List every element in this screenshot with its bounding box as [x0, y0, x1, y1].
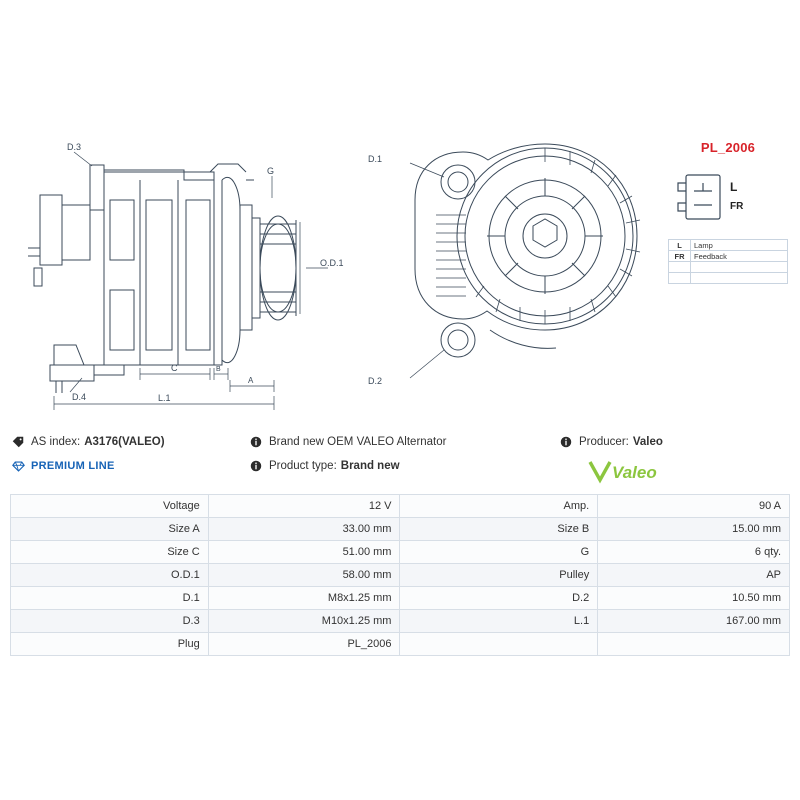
plug-legend-row [669, 273, 788, 284]
spec-label: G [400, 541, 598, 564]
producer-label: Producer: [579, 436, 629, 448]
label-a: A [248, 376, 254, 385]
info-icon [558, 436, 574, 448]
table-row [11, 610, 790, 633]
info-icon [248, 436, 264, 448]
label-l1: L.1 [158, 393, 171, 403]
spec-label: D.1 [11, 587, 209, 610]
spec-value: 12 V [208, 495, 400, 518]
spec-label: L.1 [400, 610, 598, 633]
plug-code: PL_2006 [700, 140, 756, 155]
alternator-side-view-drawing [10, 0, 350, 430]
spec-value: AP [598, 564, 790, 587]
plug-legend-row [669, 240, 788, 251]
product-type-row [248, 454, 446, 478]
info-col-right [558, 430, 663, 454]
plug-legend-key [669, 262, 691, 273]
spec-label: Size B [400, 518, 598, 541]
table-row [11, 633, 790, 656]
plug-pin-l: L [730, 180, 738, 194]
label-b: B [216, 366, 221, 373]
info-icon [248, 460, 264, 472]
producer-row [558, 430, 663, 454]
label-g: G [267, 166, 275, 176]
label-d1: D.1 [368, 154, 383, 164]
spec-value: 10.50 mm [598, 587, 790, 610]
plug-legend-row [669, 251, 788, 262]
plug-legend-key [669, 273, 691, 284]
spec-label: Voltage [11, 495, 209, 518]
valeo-brand-logo [588, 458, 674, 484]
diamond-icon [10, 461, 26, 472]
spec-value: 58.00 mm [208, 564, 400, 587]
info-col-left [10, 430, 165, 478]
spec-label: Plug [11, 633, 209, 656]
spec-empty-cell [400, 633, 598, 656]
plug-legend-table [668, 239, 788, 284]
spec-label: Pulley [400, 564, 598, 587]
spec-empty-cell [598, 633, 790, 656]
plug-pin-fr: FR [730, 201, 744, 212]
spec-value: 51.00 mm [208, 541, 400, 564]
plug-panel [668, 140, 788, 284]
description-row [248, 430, 446, 454]
spec-label: D.2 [400, 587, 598, 610]
as-index-value: A3176(VALEO) [84, 436, 165, 448]
plug-legend-key: L [669, 240, 691, 251]
spec-value: 15.00 mm [598, 518, 790, 541]
info-col-middle [248, 430, 446, 478]
label-d4: D.4 [72, 392, 87, 402]
label-od1: O.D.1 [320, 258, 344, 268]
table-row [11, 518, 790, 541]
table-row [11, 587, 790, 610]
plug-legend-desc: Feedback [691, 251, 788, 262]
plug-legend-desc [691, 262, 788, 273]
description-text: Brand new OEM VALEO Alternator [269, 436, 447, 448]
producer-value: Valeo [632, 436, 663, 448]
plug-legend-desc [691, 273, 788, 284]
premium-line-label: PREMIUM LINE [31, 460, 115, 472]
table-row [11, 541, 790, 564]
spec-label: Size C [11, 541, 209, 564]
alternator-front-view-drawing [340, 0, 650, 430]
spec-value: 167.00 mm [598, 610, 790, 633]
plug-diagram [668, 161, 788, 239]
spec-value: M8x1.25 mm [208, 587, 400, 610]
table-row [11, 564, 790, 587]
spec-label: O.D.1 [11, 564, 209, 587]
spec-value: M10x1.25 mm [208, 610, 400, 633]
spec-label: Size A [11, 518, 209, 541]
table-row [11, 495, 790, 518]
premium-line-row [10, 454, 165, 478]
label-d2: D.2 [368, 376, 383, 386]
label-c: C [171, 363, 178, 373]
plug-legend-row [669, 262, 788, 273]
as-index-row [10, 430, 165, 454]
plug-legend-desc: Lamp [691, 240, 788, 251]
spec-value: 33.00 mm [208, 518, 400, 541]
as-index-label: AS index: [31, 436, 81, 448]
spec-label: D.3 [11, 610, 209, 633]
product-type-label: Product type: [269, 460, 337, 472]
info-bar [0, 430, 800, 488]
specification-table [10, 494, 790, 656]
tag-icon [10, 436, 26, 448]
valeo-wordmark: Valeo [612, 463, 657, 482]
spec-label: Amp. [400, 495, 598, 518]
plug-legend-key: FR [669, 251, 691, 262]
spec-value: 90 A [598, 495, 790, 518]
spec-value: PL_2006 [208, 633, 400, 656]
spec-value: 6 qty. [598, 541, 790, 564]
label-d3: D.3 [67, 142, 82, 152]
product-type-value: Brand new [340, 460, 400, 472]
